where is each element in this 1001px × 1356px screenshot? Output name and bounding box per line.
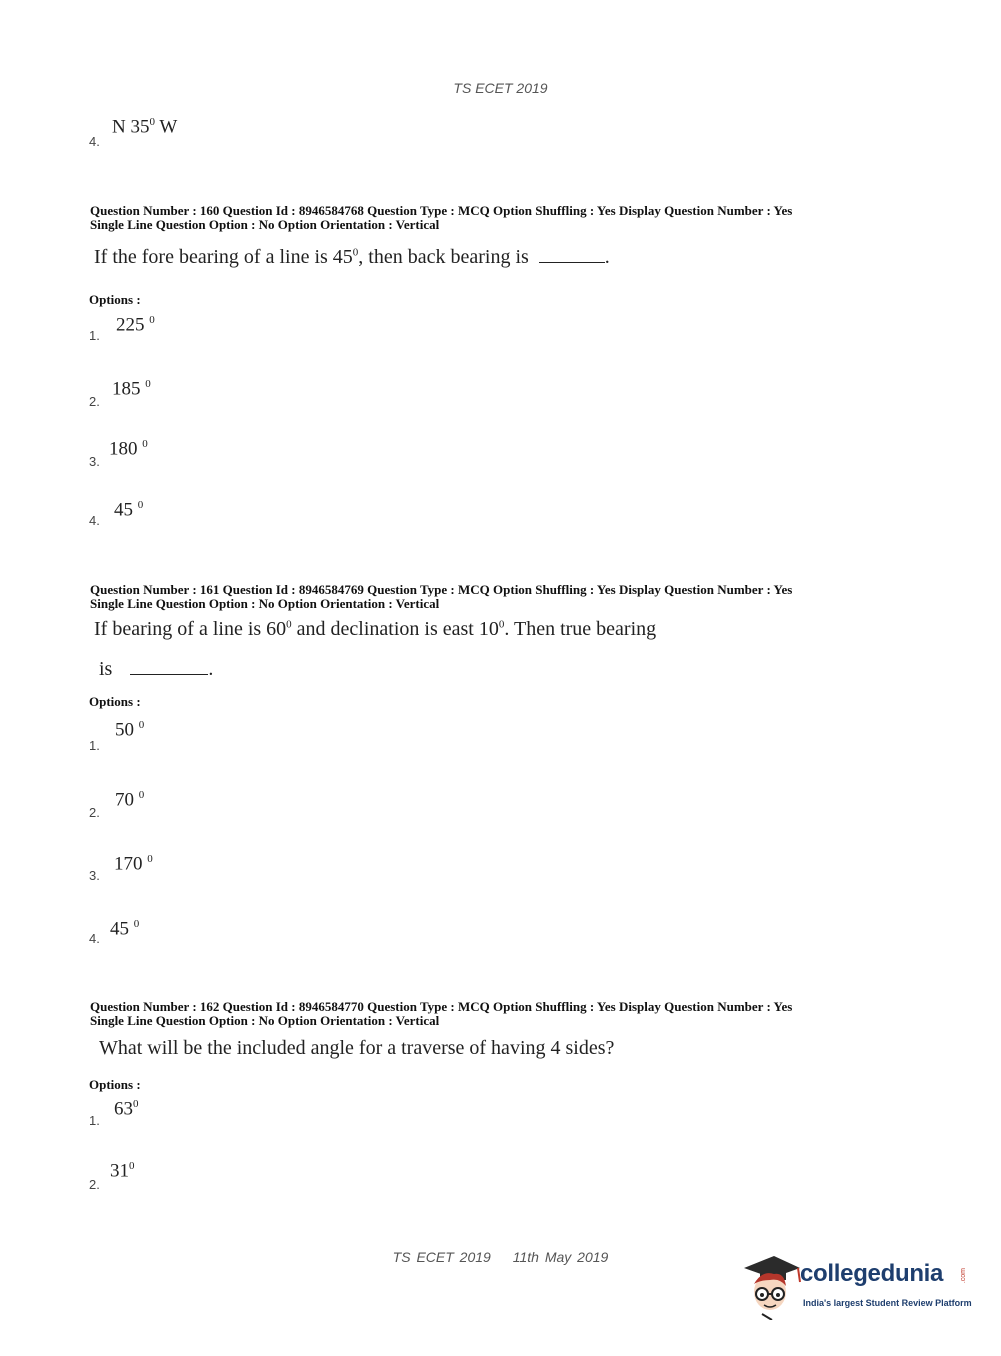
option-number: 4. — [89, 134, 100, 149]
option-value: $63^0$ — [114, 1098, 139, 1120]
collegedunia-logo[interactable] — [740, 1248, 970, 1320]
question-meta: Question Number : 161 Question Id : 8946584769 Question Type : MCQ Option Shuffling : Yes Display Question Number : Yes Single Line Question Option : No Option Orientation : Vertical — [90, 582, 793, 611]
options-label: Options : — [89, 1077, 141, 1092]
option-value: 50 $^0$ — [115, 719, 145, 741]
answer-blank — [539, 262, 605, 263]
logo-wordmark: collegedunia — [800, 1260, 944, 1287]
option-number: 3. — [89, 454, 100, 469]
option-number: 1. — [89, 328, 100, 343]
question-text: If the fore bearing of a line is $45^0$, then back bearing is . — [94, 246, 610, 268]
answer-blank — [130, 674, 208, 675]
question-text: If bearing of a line is $60^0$ and declination is east $10^0$. Then true bearing — [94, 618, 657, 640]
logo-com: .com — [960, 1268, 967, 1284]
options-label: Options : — [89, 694, 141, 709]
option-value: 225 $^0$ — [116, 314, 155, 336]
options-label: Options : — [89, 292, 141, 307]
option-number: 3. — [89, 868, 100, 883]
option-value: $31^0$ — [110, 1160, 135, 1182]
option-value: N $35^0$ W — [112, 116, 178, 138]
option-number: 2. — [89, 805, 100, 820]
option-number: 4. — [89, 513, 100, 528]
option-value: 45 $^0$ — [110, 918, 140, 940]
option-value: 185 $^0$ — [112, 378, 151, 400]
option-value: 45 $^0$ — [114, 499, 144, 521]
option-value: 180 $^0$ — [109, 438, 148, 460]
question-meta: Question Number : 162 Question Id : 8946584770 Question Type : MCQ Option Shuffling : Yes Display Question Number : Yes Single Line Question Option : No Option Orientation : Vertical — [90, 999, 793, 1028]
question-meta: Question Number : 160 Question Id : 8946584768 Question Type : MCQ Option Shuffling : Yes Display Question Number : Yes Single Line Question Option : No Option Orientation : Vertical — [90, 203, 793, 232]
option-value: 70 $^0$ — [115, 789, 145, 811]
logo-tagline: India's largest Student Review Platform — [803, 1298, 972, 1308]
option-number: 2. — [89, 394, 100, 409]
page-header: TS ECET 2019 — [453, 80, 548, 96]
footer-date: 11th May 2019 — [512, 1249, 609, 1265]
mascot-icon — [740, 1248, 802, 1320]
footer-exam: TS ECET 2019 — [392, 1249, 491, 1265]
question-text: What will be the included angle for a traverse of having 4 sides? — [99, 1037, 615, 1059]
option-number: 2. — [89, 1177, 100, 1192]
option-number: 1. — [89, 1113, 100, 1128]
option-number: 1. — [89, 738, 100, 753]
option-value: 170 $^0$ — [114, 853, 153, 875]
question-text-continued: is . — [99, 658, 214, 680]
option-number: 4. — [89, 931, 100, 946]
